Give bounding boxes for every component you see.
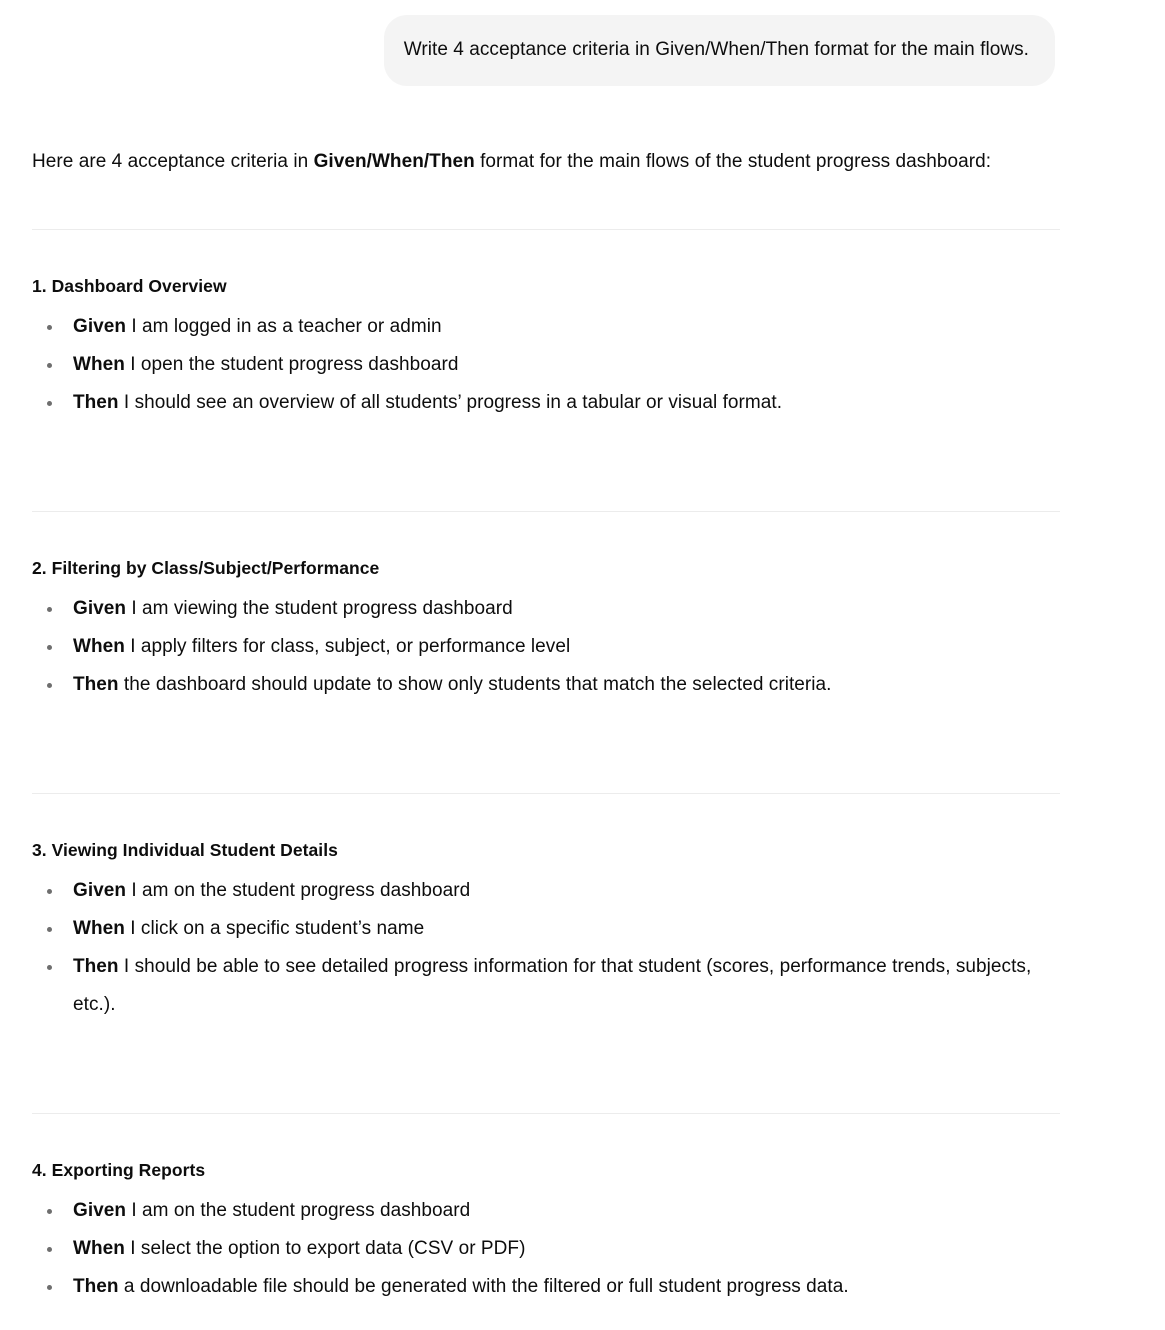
gherkin-text: I open the student progress dashboard: [124, 354, 459, 375]
list-item: [32, 346, 1060, 384]
gherkin-keyword: Given: [73, 1200, 127, 1221]
gherkin-keyword: Given: [73, 598, 127, 619]
criteria-section-4: [32, 1158, 1060, 1330]
gherkin-keyword: When: [73, 1238, 125, 1259]
gherkin-text: I am logged in as a teacher or admin: [126, 316, 442, 337]
gherkin-text: I click on a specific student’s name: [124, 918, 425, 939]
user-message-text: Write 4 acceptance criteria in Given/When/Then format for the main flows.: [403, 39, 1029, 60]
gherkin-text: I am viewing the student progress dashboard: [126, 598, 513, 619]
gherkin-keyword: Then: [73, 956, 119, 977]
gherkin-keyword: Then: [73, 674, 119, 695]
gherkin-text: I am on the student progress dashboard: [126, 1200, 471, 1221]
gherkin-text: I apply filters for class, subject, or performance level: [124, 636, 571, 657]
bottom-spacer: [32, 1306, 1060, 1330]
user-message-row: [0, 0, 1165, 86]
gherkin-keyword: Then: [73, 1276, 119, 1297]
list-item: [32, 628, 1060, 666]
divider-4: [32, 1113, 1060, 1114]
section-title-1: 1. Dashboard Overview: [32, 276, 227, 296]
list-item: [32, 590, 1060, 628]
list-item: [32, 1192, 1060, 1230]
divider-1: [32, 229, 1060, 230]
list-item: [32, 1230, 1060, 1268]
gherkin-text: the dashboard should update to show only students that match the selected criteria.: [118, 674, 832, 695]
gherkin-keyword: When: [73, 354, 125, 375]
section-title-3: 3. Viewing Individual Student Details: [32, 840, 338, 860]
criteria-section-3: [32, 838, 1060, 1064]
gherkin-text: a downloadable file should be generated with the filtered or full student progress data.: [118, 1276, 849, 1297]
gherkin-keyword: When: [73, 636, 125, 657]
section-spacer: [32, 704, 1060, 744]
criteria-list-2: [32, 590, 1060, 704]
criteria-list-3: [32, 872, 1060, 1024]
criteria-list-1: [32, 308, 1060, 422]
section-spacer: [32, 1024, 1060, 1064]
list-item: [32, 308, 1060, 346]
criteria-section-2: [32, 556, 1060, 744]
list-item: [32, 948, 1060, 1024]
list-item: [32, 872, 1060, 910]
intro-paragraph: [32, 143, 1060, 180]
list-item: [32, 1268, 1060, 1306]
gherkin-text: I should see an overview of all students’ progress in a tabular or visual format.: [118, 392, 783, 413]
criteria-list-4: [32, 1192, 1060, 1306]
gherkin-text: I am on the student progress dashboard: [126, 880, 471, 901]
divider-3: [32, 793, 1060, 794]
list-item: [32, 910, 1060, 948]
list-item: [32, 384, 1060, 422]
gherkin-text: I should be able to see detailed progress information for that student (scores, performance trends, subjects, etc.).: [73, 956, 1032, 1015]
divider-2: [32, 511, 1060, 512]
intro-bold-term: Given/When/Then: [313, 151, 475, 172]
gherkin-keyword: When: [73, 918, 125, 939]
section-title-4: 4. Exporting Reports: [32, 1160, 206, 1180]
intro-suffix: format for the main flows of the student progress dashboard:: [474, 151, 992, 172]
intro-prefix: Here are 4 acceptance criteria in: [32, 151, 314, 172]
section-spacer: [32, 422, 1060, 462]
gherkin-keyword: Given: [73, 316, 127, 337]
criteria-section-1: [32, 274, 1060, 462]
list-item: [32, 666, 1060, 704]
gherkin-keyword: Then: [73, 392, 119, 413]
gherkin-keyword: Given: [73, 880, 127, 901]
section-title-2: 2. Filtering by Class/Subject/Performance: [32, 558, 380, 578]
assistant-response: [0, 143, 1165, 1330]
user-message-bubble[interactable]: [384, 15, 1055, 86]
gherkin-text: I select the option to export data (CSV or PDF): [124, 1238, 526, 1259]
